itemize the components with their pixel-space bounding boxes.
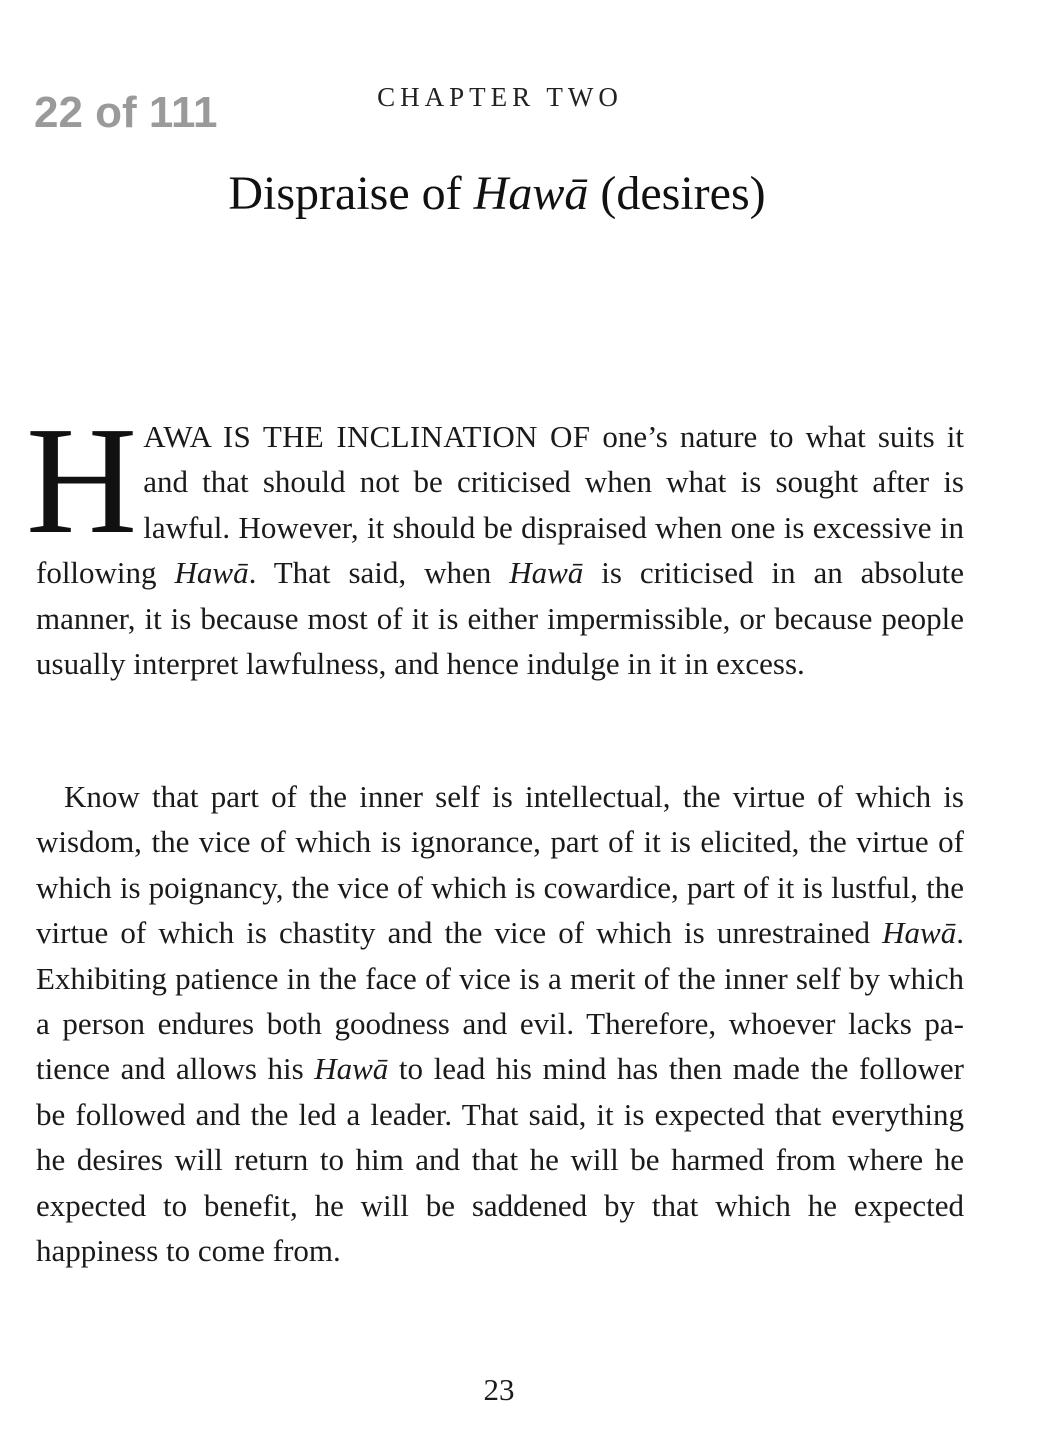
paragraph-1-lead-in: AWA IS THE INCLINATION OF xyxy=(143,419,591,454)
paragraph-1-text-b: . That said, when xyxy=(248,555,510,591)
paragraph-1-italic-a: Hawā xyxy=(174,555,249,591)
paragraph-2-italic-b: Hawā xyxy=(314,1051,389,1087)
paragraph-2 xyxy=(36,774,964,1273)
drop-cap: H xyxy=(26,396,138,566)
chapter-label: CHAPTER TWO xyxy=(377,82,623,112)
chapter-title-prefix: Dispraise of xyxy=(228,167,474,220)
page-counter: 22 of 111 xyxy=(34,88,218,137)
paragraph-2-italic-a: Hawā xyxy=(882,915,957,951)
paragraph-1-text-c: is criticised in an absolute manner, it is because most of it is either impermissible, or because people usually interpret lawfulness, and hence indulge in it in excess. xyxy=(36,555,964,682)
chapter-title xyxy=(0,166,994,221)
paragraph-2-text-a: Know that part of the inner self is intellectual, the virtue of which is wisdom, the vice of which is ignorance, part of it is elicited, the virtue of which is poignancy, the vice of which is cowardice, part of it is lustful, the virtue of which is chastity and the vice of which is unrestrained xyxy=(36,779,964,951)
paragraph-1-italic-b: Hawā xyxy=(509,555,584,591)
paragraph-2-text-b: . Exhibiting patience in the face of vice is a merit of the inner self by which a person endures both goodness and evil. Therefore, whoever lacks patience and allows his xyxy=(36,915,964,1087)
paragraph-1-text-a: one’s nature to what suits it and that should not be criticised when what is sought after is lawful. However, it should be dispraised when one is excessive in following xyxy=(36,419,964,591)
paragraph-1 xyxy=(26,396,964,686)
chapter-title-italic: Hawā xyxy=(473,167,589,220)
page-number: 23 xyxy=(483,1372,515,1407)
paragraph-2-text-c: to lead his mind has then made the follower be followed and the led a leader. That said, it is expected that everything he desires will return to him and that he will be harmed from where he expected to benefit, he will be saddened by that which he expected happiness to come from. xyxy=(36,1051,964,1269)
chapter-title-suffix: (desires) xyxy=(588,167,766,220)
